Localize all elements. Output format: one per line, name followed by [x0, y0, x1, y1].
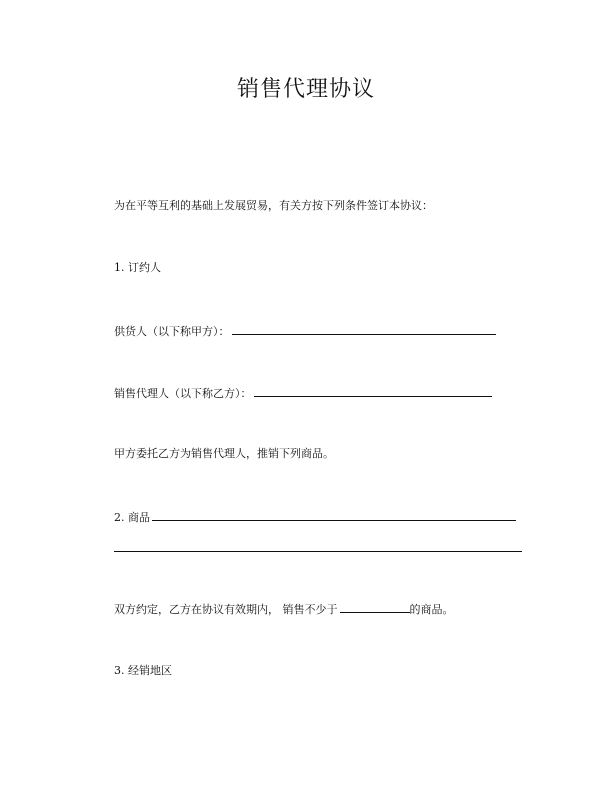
section-1-heading: 1. 订约人: [114, 261, 161, 274]
appointment-paragraph: 甲方委托乙方为销售代理人，推销下列商品。: [114, 447, 334, 460]
supplier-blank: [232, 322, 496, 335]
supplier-line: [114, 322, 496, 340]
agent-label: 销售代理人（以下称乙方）：: [114, 387, 252, 400]
agreement-suffix: 的商品。: [409, 603, 454, 616]
agent-line: [114, 384, 492, 402]
agent-blank: [254, 384, 492, 397]
agreement-prefix: 双方约定，乙方在协议有效期内， 销售不少于: [114, 603, 338, 616]
section-2-heading: 2. 商品: [114, 511, 150, 524]
intro-paragraph: 为在平等互利的基础上发展贸易，有关方按下列条件签订本协议：: [114, 199, 433, 212]
section-2-line: [114, 508, 516, 526]
goods-continuation-line: [114, 551, 522, 552]
goods-blank: [152, 508, 516, 521]
section-3-heading: 3. 经销地区: [114, 664, 172, 677]
supplier-label: 供货人（以下称甲方）：: [114, 325, 230, 338]
document-title: 销售代理协议: [236, 77, 375, 102]
agreement-line: [114, 600, 454, 618]
quantity-blank: [340, 600, 410, 613]
